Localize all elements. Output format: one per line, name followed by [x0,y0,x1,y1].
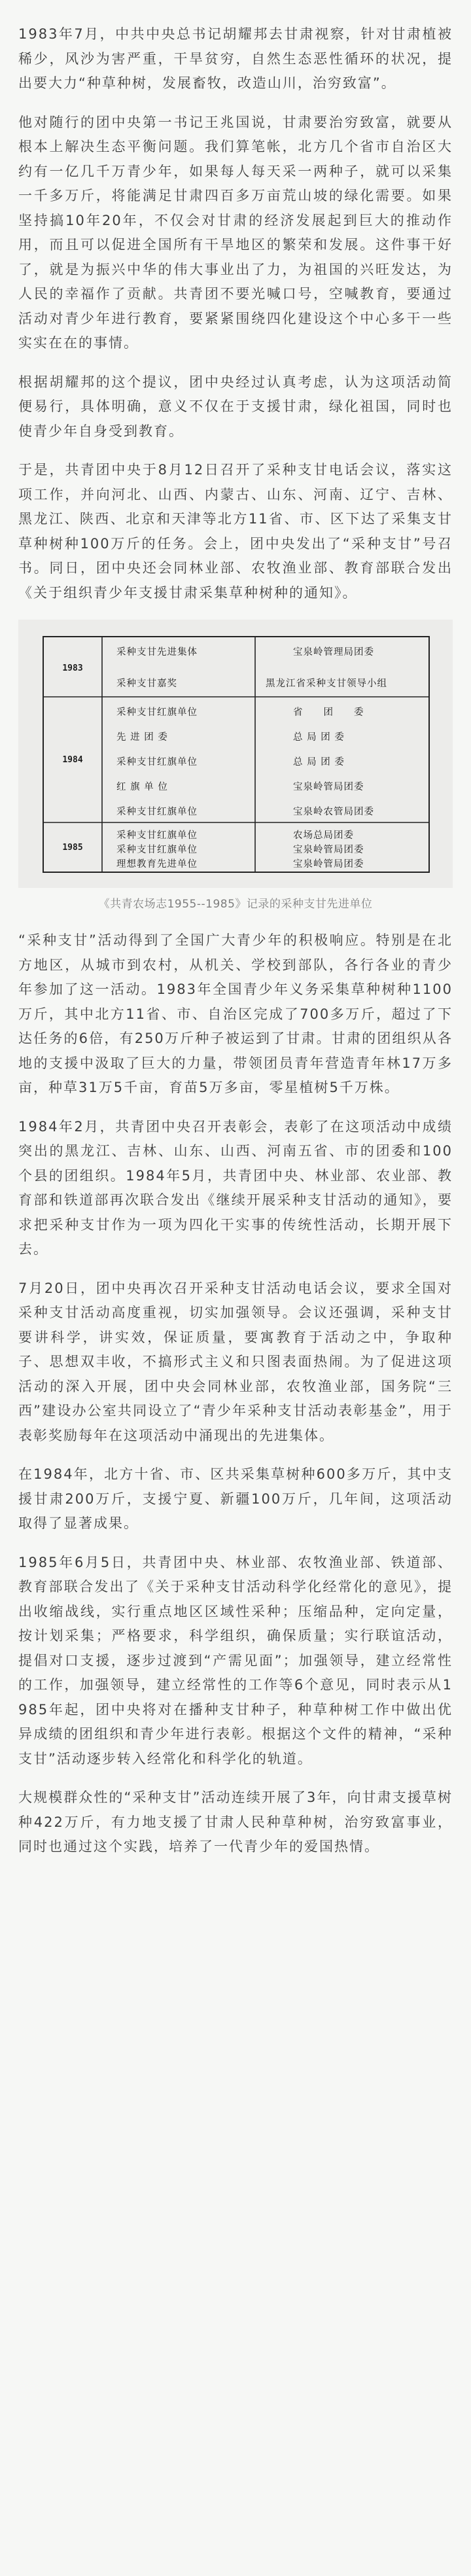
table-year-1985: 1985 [62,843,83,853]
table-award: 采种支甘红旗单位 [116,757,198,768]
table-award: 采种支甘红旗单位 [116,830,198,841]
table-unit: 总 局 团 委 [293,757,345,768]
scan-paper [18,620,453,888]
table-unit: 宝泉岭农管局团委 [293,807,374,817]
paragraph-9: 1985年6月5日，共青团中央、林业部、农牧渔业部、铁道部、教育部联合发出了《关于采种支甘活动科学化经常化的意见》，提出收缩战线，实行重点地区区域性采种；压缩品种，定向定量，按计划采集；严格要求，科学组织，确保质量；实行联谊活动，提倡对口支援，逐步过渡到“产需见面”；加强领导，建立经常性的工作，加强领导，建立经常性的工作等6个意见，同时表示从1985年起，团中央将对在播种支甘种子，种草种树工作中做出优异成绩的团组织和青少年进行表彰。根据这个文件的精神，“采种支甘”活动逐步转入经常化和科学化的轨道。 [18,1554,453,1767]
honor-table-scan [18,620,453,888]
paragraph-4: 于是，共青团中央于8月12日召开了采种支甘电话会议，落实这项工作，并向河北、山西、内蒙古、山东、河南、辽宁、吉林、黑龙江、陕西、北京和天津等北方11省、市、区下达了采集支甘草种树种100万斤的任务。会上，团中央发出了“采种支甘”号召书。同日，团中央还会同林业部、农牧渔业部、教育部联合发出《关于组织青少年支援甘肃采集草种树种的通知》。 [18,462,453,601]
table-unit: 省 团 委 [293,707,364,718]
paragraph-3: 根据胡耀邦的这个提议，团中央经过认真考虑，认为这项活动简便易行，具体明确，意义不仅在于支援甘肃，绿化祖国，同时也使青少年自身受到教育。 [18,374,453,439]
paragraph-5: “采种支甘”活动得到了全国广大青少年的积极响应。特别是在北方地区，从城市到农村，从机关、学校到部队，各行各业的青少年参加了这一活动。1983年全国青少年义务采集草种树种1100万斤，其中北方11省、市、自治区完成了700多万斤，超过了下达任务的6倍，有250万斤种子被运到了甘肃。甘肃的团组织从各地的支援中汲取了巨大的力量，带领团员青年营造青年林17万多亩，种草31万5千亩，育苗5万多亩，零星植树5千万株。 [18,932,453,1095]
table-unit: 宝泉岭管理局团委 [293,647,374,658]
paragraph-10: 大规模群众性的“采种支甘”活动连续开展了3年，向甘肃支援草树种422万斤，有力地支援了甘肃人民种草种树，治穷致富事业，同时也通过这个实践，培养了一代青少年的爱国热情。 [18,1790,453,1854]
honor-table-figure [18,620,453,888]
table-award: 理想教育先进单位 [116,859,198,870]
paragraph-6: 1984年2月，共青团中央召开表彰会，表彰了在这项活动中成绩突出的黑龙江、吉林、山东、山西、河南五省、市的团委和100个县的团组织。1984年5月，共青团中央、林业部、农业部、教育部和铁道部再次联合发出《继续开展采种支甘活动的通知》，要求把采种支甘作为一项为四化干实事的传统性活动，长期开展下去。 [18,1118,453,1257]
table-award: 采种支甘红旗单位 [116,707,198,718]
table-award: 采种支甘红旗单位 [116,807,198,817]
table-award: 采种支甘嘉奖 [116,679,177,689]
table-unit: 宝泉岭管局团委 [293,845,364,855]
table-unit: 黑龙江省采种支甘领导小组 [266,679,387,689]
table-unit: 宝泉岭管局团委 [293,859,364,870]
table-award: 先 进 团 委 [116,732,168,743]
paragraph-8: 在1984年，北方十省、市、区共采集草树种600多万斤，其中支援甘肃200万斤，支援宁夏、新疆100万斤，几年间，这项活动取得了显著成果。 [18,1466,453,1531]
table-year-1984: 1984 [62,755,83,765]
table-unit: 农场总局团委 [293,830,354,841]
paragraph-7: 7月20日，团中央再次召开采种支甘活动电话会议，要求全国对采种支甘活动高度重视，切实加强领导。会议还强调，采种支甘要讲科学，讲实效，保证质量，要寓教育于活动之中，争取种子、思想双丰收，不搞形式主义和只图表面热闹。为了促进这项活动的深入开展，团中央会同林业部，农牧渔业部，国务院“三西”建设办公室共同设立了“青少年采种支甘活动表彰基金”，用于表彰奖励每年在这项活动中涌现出的先进集体。 [18,1280,453,1443]
paragraph-1: 1983年7月，中共中央总书记胡耀邦去甘肃视察，针对甘肃植被稀少，风沙为害严重，干旱贫穷，自然生态恶性循环的状况，提出要大力“种草种树，发展畜牧，改造山川，治穷致富”。 [18,26,453,91]
table-unit: 宝泉岭管局团委 [293,782,364,792]
table-award: 采种支甘红旗单位 [116,845,198,855]
table-award: 采种支甘先进集体 [116,647,198,658]
figure-caption: 《共青农场志1955--1985》记录的采种支甘先进单位 [98,898,373,911]
table-award: 红 旗 单 位 [116,782,168,792]
table-unit: 总 局 团 委 [293,732,345,743]
paragraph-2: 他对随行的团中央第一书记王兆国说，甘肃要治穷致富，就要从根本上解决生态平衡问题。我们算笔帐，北方几个省市自治区大约有一亿几千万青少年，如果每人每天采一两种子，就可以采集一千多万斤，将能满足甘肃四百多万亩荒山坡的绿化需要。如果坚持搞10年20年，不仅会对甘肃的经济发展起到巨大的推动作用，而且可以促进全国所有干旱地区的繁荣和发展。这件事干好了，就是为振兴中华的伟大事业出了力，为祖国的兴旺发达，为人民的幸福作了贡献。共青团不要光喊口号，空喊教育，要通过活动对青少年进行教育，要紧紧围绕四化建设这个中心多干一些实实在在的事情。 [18,114,453,351]
table-year-1983: 1983 [62,663,83,673]
